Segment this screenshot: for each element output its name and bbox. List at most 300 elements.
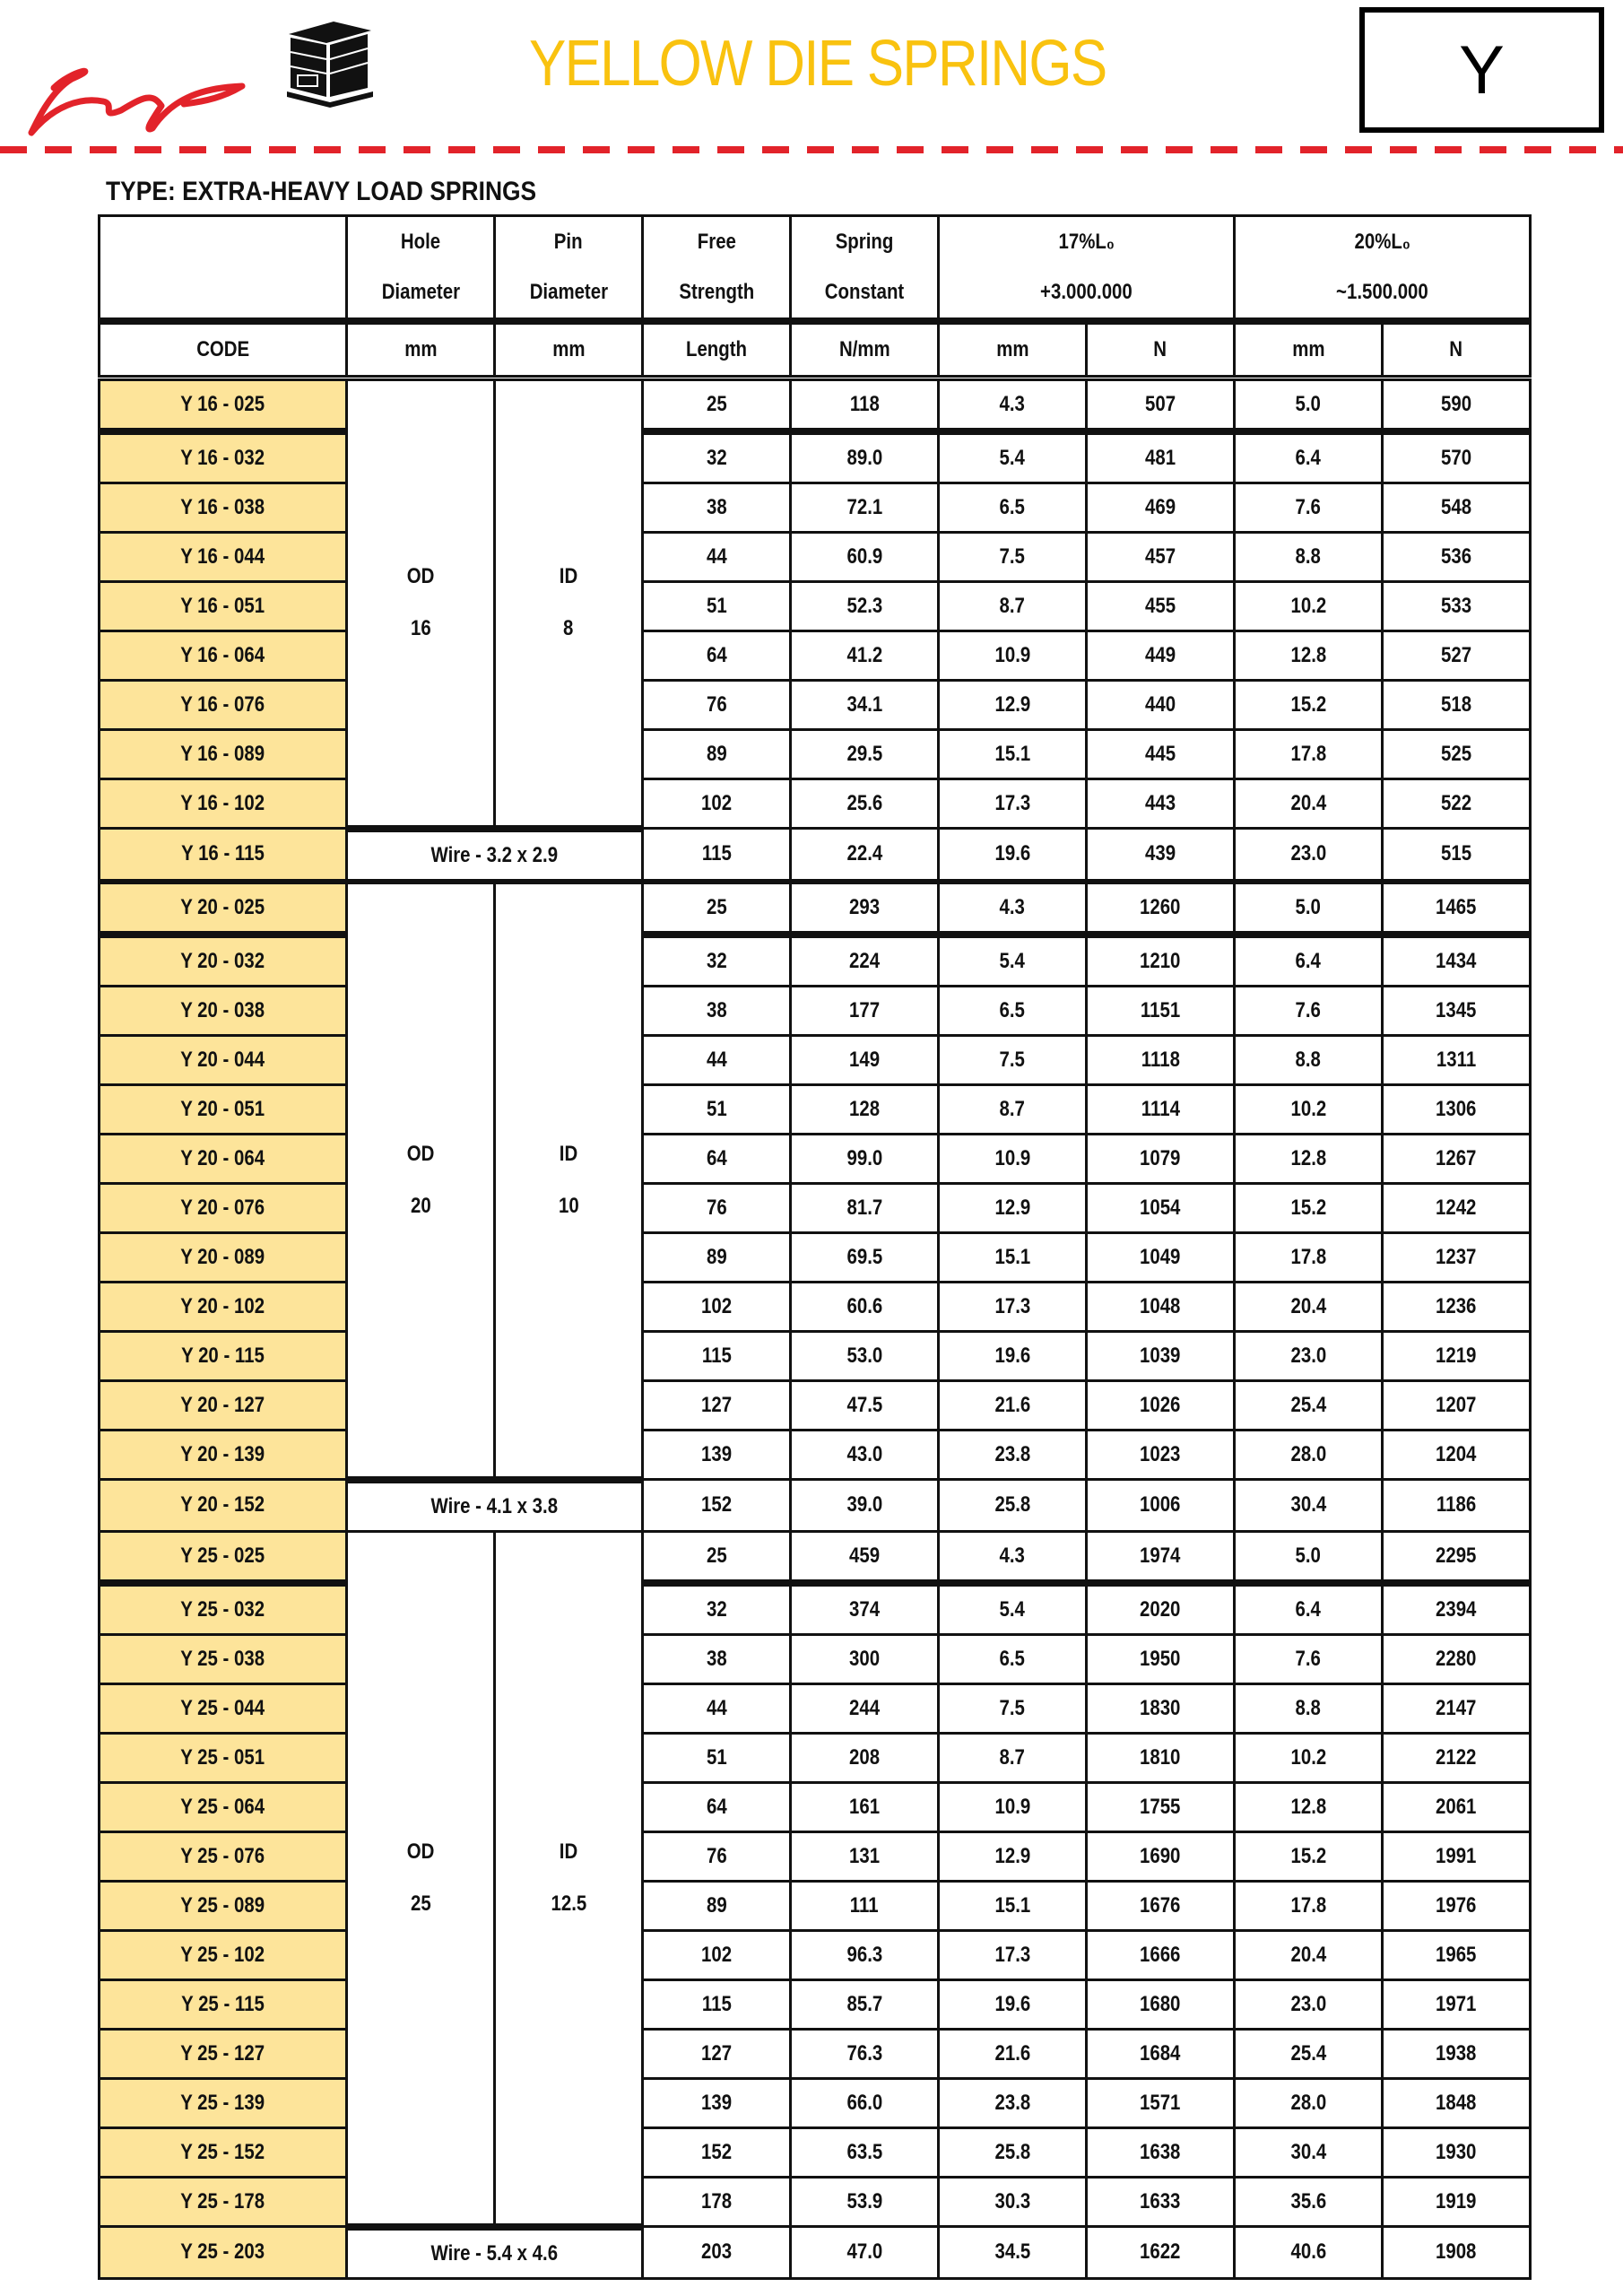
die-set-icon — [280, 18, 378, 108]
units-20-n: N — [1383, 321, 1531, 377]
free-length: 127 — [643, 2030, 791, 2079]
free-length: 102 — [643, 779, 791, 829]
load-20-n: 1345 — [1383, 987, 1531, 1036]
units-spring-nmm: N/mm — [791, 321, 939, 377]
load-17-n: 1048 — [1087, 1283, 1235, 1332]
deflection-20-mm: 12.8 — [1235, 1783, 1383, 1832]
table-row — [100, 1135, 1531, 1184]
header-strength: Strength — [643, 267, 791, 321]
spring-code: Y 25 - 089 — [100, 1882, 347, 1931]
load-20-n: 518 — [1383, 681, 1531, 730]
table-row — [100, 631, 1531, 681]
deflection-20-mm: 7.6 — [1235, 987, 1383, 1036]
deflection-17-mm: 7.5 — [939, 1684, 1087, 1734]
load-17-n: 469 — [1087, 483, 1235, 533]
table-row — [100, 1184, 1531, 1233]
od-value: 16 — [410, 616, 431, 641]
table-row — [100, 1882, 1531, 1931]
spring-constant: 34.1 — [791, 681, 939, 730]
load-20-n: 1908 — [1383, 2227, 1531, 2279]
header-blank — [100, 216, 347, 322]
deflection-17-mm: 12.9 — [939, 1832, 1087, 1882]
deflection-17-mm: 10.9 — [939, 1783, 1087, 1832]
deflection-17-mm: 15.1 — [939, 1233, 1087, 1283]
spring-constant: 52.3 — [791, 582, 939, 631]
load-20-n: 2122 — [1383, 1734, 1531, 1783]
free-length: 32 — [643, 1583, 791, 1635]
free-length: 51 — [643, 582, 791, 631]
wire-size: Wire - 5.4 x 4.6 — [347, 2227, 643, 2279]
spring-group-16 — [98, 378, 1532, 882]
load-17-n: 445 — [1087, 730, 1235, 779]
spring-constant: 374 — [791, 1583, 939, 1635]
deflection-20-mm: 15.2 — [1235, 1832, 1383, 1882]
deflection-17-mm: 4.3 — [939, 883, 1087, 935]
od-value: 20 — [410, 1193, 431, 1218]
deflection-17-mm: 7.5 — [939, 533, 1087, 582]
spring-code: Y 20 - 089 — [100, 1233, 347, 1283]
deflection-20-mm: 25.4 — [1235, 2030, 1383, 2079]
spring-code: Y 25 - 038 — [100, 1635, 347, 1684]
free-length: 76 — [643, 1832, 791, 1882]
load-17-n: 455 — [1087, 582, 1235, 631]
units-17-n: N — [1087, 321, 1235, 377]
table-row — [100, 730, 1531, 779]
pin-diameter-cell — [495, 883, 643, 1480]
deflection-17-mm: 15.1 — [939, 730, 1087, 779]
table-row — [100, 2030, 1531, 2079]
load-17-n: 1151 — [1087, 987, 1235, 1036]
load-20-n: 1930 — [1383, 2128, 1531, 2178]
spring-constant: 69.5 — [791, 1233, 939, 1283]
load-17-n: 1260 — [1087, 883, 1235, 935]
load-20-n: 1237 — [1383, 1233, 1531, 1283]
spring-code: Y 20 - 152 — [100, 1480, 347, 1532]
load-20-n: 515 — [1383, 829, 1531, 881]
load-20-n: 2147 — [1383, 1684, 1531, 1734]
free-length: 102 — [643, 1283, 791, 1332]
table-row — [100, 431, 1531, 483]
load-17-n: 1810 — [1087, 1734, 1235, 1783]
load-17-n: 1638 — [1087, 2128, 1235, 2178]
table-row — [100, 1085, 1531, 1135]
load-17-n: 1830 — [1087, 1684, 1235, 1734]
load-17-n: 1666 — [1087, 1931, 1235, 1980]
spring-group-20 — [98, 882, 1532, 1533]
id-value: 8 — [563, 616, 574, 641]
spring-code: Y 20 - 032 — [100, 935, 347, 987]
spring-constant: 72.1 — [791, 483, 939, 533]
deflection-20-mm: 20.4 — [1235, 779, 1383, 829]
spring-constant: 128 — [791, 1085, 939, 1135]
deflection-17-mm: 23.8 — [939, 2079, 1087, 2128]
spring-constant: 76.3 — [791, 2030, 939, 2079]
spring-constant: 66.0 — [791, 2079, 939, 2128]
wire-size: Wire - 3.2 x 2.9 — [347, 829, 643, 881]
deflection-17-mm: 8.7 — [939, 1734, 1087, 1783]
spring-constant: 99.0 — [791, 1135, 939, 1184]
deflection-20-mm: 20.4 — [1235, 1283, 1383, 1332]
spring-constant: 47.0 — [791, 2227, 939, 2279]
spring-code: Y 16 - 025 — [100, 380, 347, 432]
free-length: 76 — [643, 1184, 791, 1233]
load-20-n: 2295 — [1383, 1532, 1531, 1584]
load-20-n: 1236 — [1383, 1283, 1531, 1332]
load-17-n: 1755 — [1087, 1783, 1235, 1832]
deflection-17-mm: 19.6 — [939, 1980, 1087, 2030]
free-length: 64 — [643, 1135, 791, 1184]
load-20-n: 2394 — [1383, 1583, 1531, 1635]
load-17-n: 1676 — [1087, 1882, 1235, 1931]
spring-constant: 96.3 — [791, 1931, 939, 1980]
load-17-n: 1039 — [1087, 1332, 1235, 1381]
deflection-20-mm: 12.8 — [1235, 1135, 1383, 1184]
load-20-n: 1919 — [1383, 2178, 1531, 2227]
free-length: 152 — [643, 1480, 791, 1532]
header-free: Free — [643, 216, 791, 268]
deflection-17-mm: 19.6 — [939, 1332, 1087, 1381]
table-row — [100, 987, 1531, 1036]
series-badge: Y — [1359, 7, 1604, 133]
load-20-n: 1204 — [1383, 1431, 1531, 1480]
spring-code: Y 20 - 127 — [100, 1381, 347, 1431]
header-diameter: Diameter — [347, 267, 495, 321]
spring-code: Y 16 - 102 — [100, 779, 347, 829]
spring-constant: 47.5 — [791, 1381, 939, 1431]
spring-code: Y 25 - 102 — [100, 1931, 347, 1980]
deflection-17-mm: 17.3 — [939, 779, 1087, 829]
free-length: 89 — [643, 730, 791, 779]
table-row — [100, 533, 1531, 582]
free-length: 64 — [643, 631, 791, 681]
header-pin: Pin — [495, 216, 643, 268]
deflection-20-mm: 30.4 — [1235, 1480, 1383, 1532]
load-17-n: 507 — [1087, 380, 1235, 432]
free-length: 38 — [643, 1635, 791, 1684]
deflection-20-mm: 23.0 — [1235, 1332, 1383, 1381]
free-length: 25 — [643, 883, 791, 935]
spring-constant: 161 — [791, 1783, 939, 1832]
deflection-20-mm: 35.6 — [1235, 2178, 1383, 2227]
spring-constant: 131 — [791, 1832, 939, 1882]
deflection-17-mm: 8.7 — [939, 582, 1087, 631]
load-17-n: 1026 — [1087, 1381, 1235, 1431]
load-20-n: 1242 — [1383, 1184, 1531, 1233]
load-20-n: 1938 — [1383, 2030, 1531, 2079]
table-row — [100, 1583, 1531, 1635]
load-17-n: 1006 — [1087, 1480, 1235, 1532]
free-length: 38 — [643, 987, 791, 1036]
free-length: 38 — [643, 483, 791, 533]
spring-constant: 41.2 — [791, 631, 939, 681]
load-20-n: 1306 — [1383, 1085, 1531, 1135]
deflection-20-mm: 6.4 — [1235, 935, 1383, 987]
deflection-20-mm: 5.0 — [1235, 1532, 1383, 1584]
table-row — [100, 2079, 1531, 2128]
deflection-17-mm: 19.6 — [939, 829, 1087, 881]
load-20-n: 590 — [1383, 380, 1531, 432]
deflection-20-mm: 8.8 — [1235, 1684, 1383, 1734]
spring-code: Y 20 - 044 — [100, 1036, 347, 1085]
spring-constant: 293 — [791, 883, 939, 935]
spring-code: Y 25 - 139 — [100, 2079, 347, 2128]
spring-constant: 53.0 — [791, 1332, 939, 1381]
spring-code: Y 25 - 044 — [100, 1684, 347, 1734]
spring-code: Y 25 - 152 — [100, 2128, 347, 2178]
spring-code: Y 25 - 025 — [100, 1532, 347, 1584]
spring-code: Y 16 - 089 — [100, 730, 347, 779]
deflection-17-mm: 17.3 — [939, 1283, 1087, 1332]
load-20-n: 2061 — [1383, 1783, 1531, 1832]
deflection-20-mm: 10.2 — [1235, 582, 1383, 631]
table-row — [100, 483, 1531, 533]
deflection-17-mm: 25.8 — [939, 2128, 1087, 2178]
free-length: 102 — [643, 1931, 791, 1980]
units-17-mm: mm — [939, 321, 1087, 377]
table-row — [100, 1532, 1531, 1584]
spring-code: Y 16 - 076 — [100, 681, 347, 730]
load-20-n: 536 — [1383, 533, 1531, 582]
deflection-17-mm: 21.6 — [939, 2030, 1087, 2079]
deflection-17-mm: 4.3 — [939, 380, 1087, 432]
id-label: ID — [559, 1839, 578, 1864]
spring-group-25 — [98, 1530, 1532, 2280]
load-20-n: 1465 — [1383, 883, 1531, 935]
deflection-20-mm: 7.6 — [1235, 1635, 1383, 1684]
free-length: 44 — [643, 533, 791, 582]
free-length: 51 — [643, 1085, 791, 1135]
deflection-20-mm: 6.4 — [1235, 1583, 1383, 1635]
deflection-20-mm: 5.0 — [1235, 380, 1383, 432]
free-length: 89 — [643, 1233, 791, 1283]
load-20-n: 1219 — [1383, 1332, 1531, 1381]
deflection-20-mm: 6.4 — [1235, 431, 1383, 483]
header-17pct-cycles: +3.000.000 — [939, 267, 1235, 321]
deflection-20-mm: 20.4 — [1235, 1931, 1383, 1980]
load-17-n: 457 — [1087, 533, 1235, 582]
deflection-20-mm: 28.0 — [1235, 1431, 1383, 1480]
table-row — [100, 1684, 1531, 1734]
load-20-n: 525 — [1383, 730, 1531, 779]
free-length: 115 — [643, 1332, 791, 1381]
spring-constant: 111 — [791, 1882, 939, 1931]
od-label: OD — [406, 1839, 435, 1864]
deflection-20-mm: 17.8 — [1235, 730, 1383, 779]
spring-code: Y 25 - 032 — [100, 1583, 347, 1635]
table-row — [100, 1980, 1531, 2030]
load-17-n: 2020 — [1087, 1583, 1235, 1635]
table-row — [100, 380, 1531, 432]
spring-constant: 43.0 — [791, 1431, 939, 1480]
free-length: 64 — [643, 1783, 791, 1832]
load-17-n: 443 — [1087, 779, 1235, 829]
deflection-17-mm: 25.8 — [939, 1480, 1087, 1532]
load-20-n: 522 — [1383, 779, 1531, 829]
deflection-17-mm: 15.1 — [939, 1882, 1087, 1931]
free-length: 25 — [643, 380, 791, 432]
header-20pct-cycles: ~1.500.000 — [1235, 267, 1531, 321]
load-20-n: 2280 — [1383, 1635, 1531, 1684]
od-value: 25 — [410, 1891, 431, 1916]
spring-constant: 60.6 — [791, 1283, 939, 1332]
deflection-17-mm: 34.5 — [939, 2227, 1087, 2279]
free-length: 25 — [643, 1532, 791, 1584]
table-row — [100, 1431, 1531, 1480]
spring-constant: 53.9 — [791, 2178, 939, 2227]
units-20-mm: mm — [1235, 321, 1383, 377]
free-length: 44 — [643, 1684, 791, 1734]
spring-code: Y 20 - 051 — [100, 1085, 347, 1135]
deflection-20-mm: 10.2 — [1235, 1734, 1383, 1783]
spring-constant: 208 — [791, 1734, 939, 1783]
load-20-n: 1207 — [1383, 1381, 1531, 1431]
header-20pct: 20%L₀ — [1235, 216, 1531, 268]
deflection-20-mm: 5.0 — [1235, 883, 1383, 935]
table-row — [100, 1036, 1531, 1085]
spring-code: Y 20 - 076 — [100, 1184, 347, 1233]
free-length: 89 — [643, 1882, 791, 1931]
table-row — [100, 829, 1531, 881]
table-row — [100, 1233, 1531, 1283]
table-row — [100, 1783, 1531, 1832]
deflection-17-mm: 17.3 — [939, 1931, 1087, 1980]
units-code: CODE — [100, 321, 347, 377]
spring-code: Y 20 - 139 — [100, 1431, 347, 1480]
load-20-n: 1991 — [1383, 1832, 1531, 1882]
spring-code: Y 16 - 032 — [100, 431, 347, 483]
spring-code: Y 25 - 127 — [100, 2030, 347, 2079]
units-free-length: Length — [643, 321, 791, 377]
load-20-n: 1976 — [1383, 1882, 1531, 1931]
spring-code: Y 25 - 076 — [100, 1832, 347, 1882]
free-length: 32 — [643, 431, 791, 483]
deflection-17-mm: 30.3 — [939, 2178, 1087, 2227]
load-17-n: 1023 — [1087, 1431, 1235, 1480]
spring-code: Y 20 - 102 — [100, 1283, 347, 1332]
deflection-17-mm: 10.9 — [939, 1135, 1087, 1184]
spring-constant: 22.4 — [791, 829, 939, 881]
spring-constant: 29.5 — [791, 730, 939, 779]
deflection-20-mm: 12.8 — [1235, 631, 1383, 681]
free-length: 152 — [643, 2128, 791, 2178]
spring-constant: 25.6 — [791, 779, 939, 829]
load-17-n: 1974 — [1087, 1532, 1235, 1584]
spring-constant: 118 — [791, 380, 939, 432]
table-row — [100, 1381, 1531, 1431]
deflection-20-mm: 15.2 — [1235, 681, 1383, 730]
load-17-n: 1633 — [1087, 2178, 1235, 2227]
table-header — [98, 214, 1532, 378]
deflection-20-mm: 23.0 — [1235, 1980, 1383, 2030]
deflection-20-mm: 25.4 — [1235, 1381, 1383, 1431]
spring-constant: 60.9 — [791, 533, 939, 582]
spring-constant: 224 — [791, 935, 939, 987]
id-value: 12.5 — [551, 1891, 586, 1916]
table-row — [100, 1480, 1531, 1532]
deflection-17-mm: 8.7 — [939, 1085, 1087, 1135]
load-20-n: 1186 — [1383, 1480, 1531, 1532]
spring-code: Y 16 - 044 — [100, 533, 347, 582]
header-spring: Spring — [791, 216, 939, 268]
deflection-20-mm: 17.8 — [1235, 1233, 1383, 1283]
table-row — [100, 1832, 1531, 1882]
table-row — [100, 1332, 1531, 1381]
deflection-20-mm: 10.2 — [1235, 1085, 1383, 1135]
deflection-17-mm: 7.5 — [939, 1036, 1087, 1085]
spring-code: Y 20 - 038 — [100, 987, 347, 1036]
spring-constant: 177 — [791, 987, 939, 1036]
spring-code: Y 20 - 115 — [100, 1332, 347, 1381]
table-row — [100, 2227, 1531, 2279]
id-label: ID — [559, 1141, 578, 1166]
table-row — [100, 935, 1531, 987]
header-pin-diameter: Diameter — [495, 267, 643, 321]
deflection-20-mm: 28.0 — [1235, 2079, 1383, 2128]
deflection-17-mm: 21.6 — [939, 1381, 1087, 1431]
load-17-n: 1118 — [1087, 1036, 1235, 1085]
deflection-20-mm: 30.4 — [1235, 2128, 1383, 2178]
free-length: 115 — [643, 829, 791, 881]
deflection-17-mm: 4.3 — [939, 1532, 1087, 1584]
spring-constant: 81.7 — [791, 1184, 939, 1233]
deflection-20-mm: 7.6 — [1235, 483, 1383, 533]
spring-code: Y 25 - 115 — [100, 1980, 347, 2030]
table-row — [100, 2128, 1531, 2178]
free-length: 32 — [643, 935, 791, 987]
table-row — [100, 779, 1531, 829]
spring-code: Y 25 - 051 — [100, 1734, 347, 1783]
free-length: 44 — [643, 1036, 791, 1085]
free-length: 51 — [643, 1734, 791, 1783]
spring-code: Y 20 - 064 — [100, 1135, 347, 1184]
spring-code: Y 16 - 038 — [100, 483, 347, 533]
deflection-17-mm: 6.5 — [939, 483, 1087, 533]
wire-size: Wire - 4.1 x 3.8 — [347, 1480, 643, 1532]
load-20-n: 1311 — [1383, 1036, 1531, 1085]
load-17-n: 439 — [1087, 829, 1235, 881]
deflection-20-mm: 15.2 — [1235, 1184, 1383, 1233]
spring-code: Y 16 - 115 — [100, 829, 347, 881]
load-17-n: 1210 — [1087, 935, 1235, 987]
free-length: 127 — [643, 1381, 791, 1431]
load-17-n: 1054 — [1087, 1184, 1235, 1233]
red-dashed-divider — [0, 146, 1623, 153]
spring-constant: 149 — [791, 1036, 939, 1085]
load-17-n: 1684 — [1087, 2030, 1235, 2079]
id-value: 10 — [558, 1193, 579, 1218]
table-row — [100, 1931, 1531, 1980]
table-row — [100, 883, 1531, 935]
load-17-n: 1950 — [1087, 1635, 1235, 1684]
load-17-n: 449 — [1087, 631, 1235, 681]
deflection-20-mm: 23.0 — [1235, 829, 1383, 881]
spring-constant: 63.5 — [791, 2128, 939, 2178]
signature-logo-icon — [18, 52, 265, 142]
spring-code: Y 25 - 178 — [100, 2178, 347, 2227]
table-row — [100, 1734, 1531, 1783]
table-row — [100, 681, 1531, 730]
load-17-n: 440 — [1087, 681, 1235, 730]
spring-code: Y 25 - 064 — [100, 1783, 347, 1832]
free-length: 115 — [643, 1980, 791, 2030]
spring-type-label: TYPE: EXTRA-HEAVY LOAD SPRINGS — [106, 177, 537, 206]
load-20-n: 533 — [1383, 582, 1531, 631]
deflection-20-mm: 17.8 — [1235, 1882, 1383, 1931]
header-17pct: 17%L₀ — [939, 216, 1235, 268]
spring-constant: 300 — [791, 1635, 939, 1684]
load-17-n: 1049 — [1087, 1233, 1235, 1283]
load-17-n: 1114 — [1087, 1085, 1235, 1135]
